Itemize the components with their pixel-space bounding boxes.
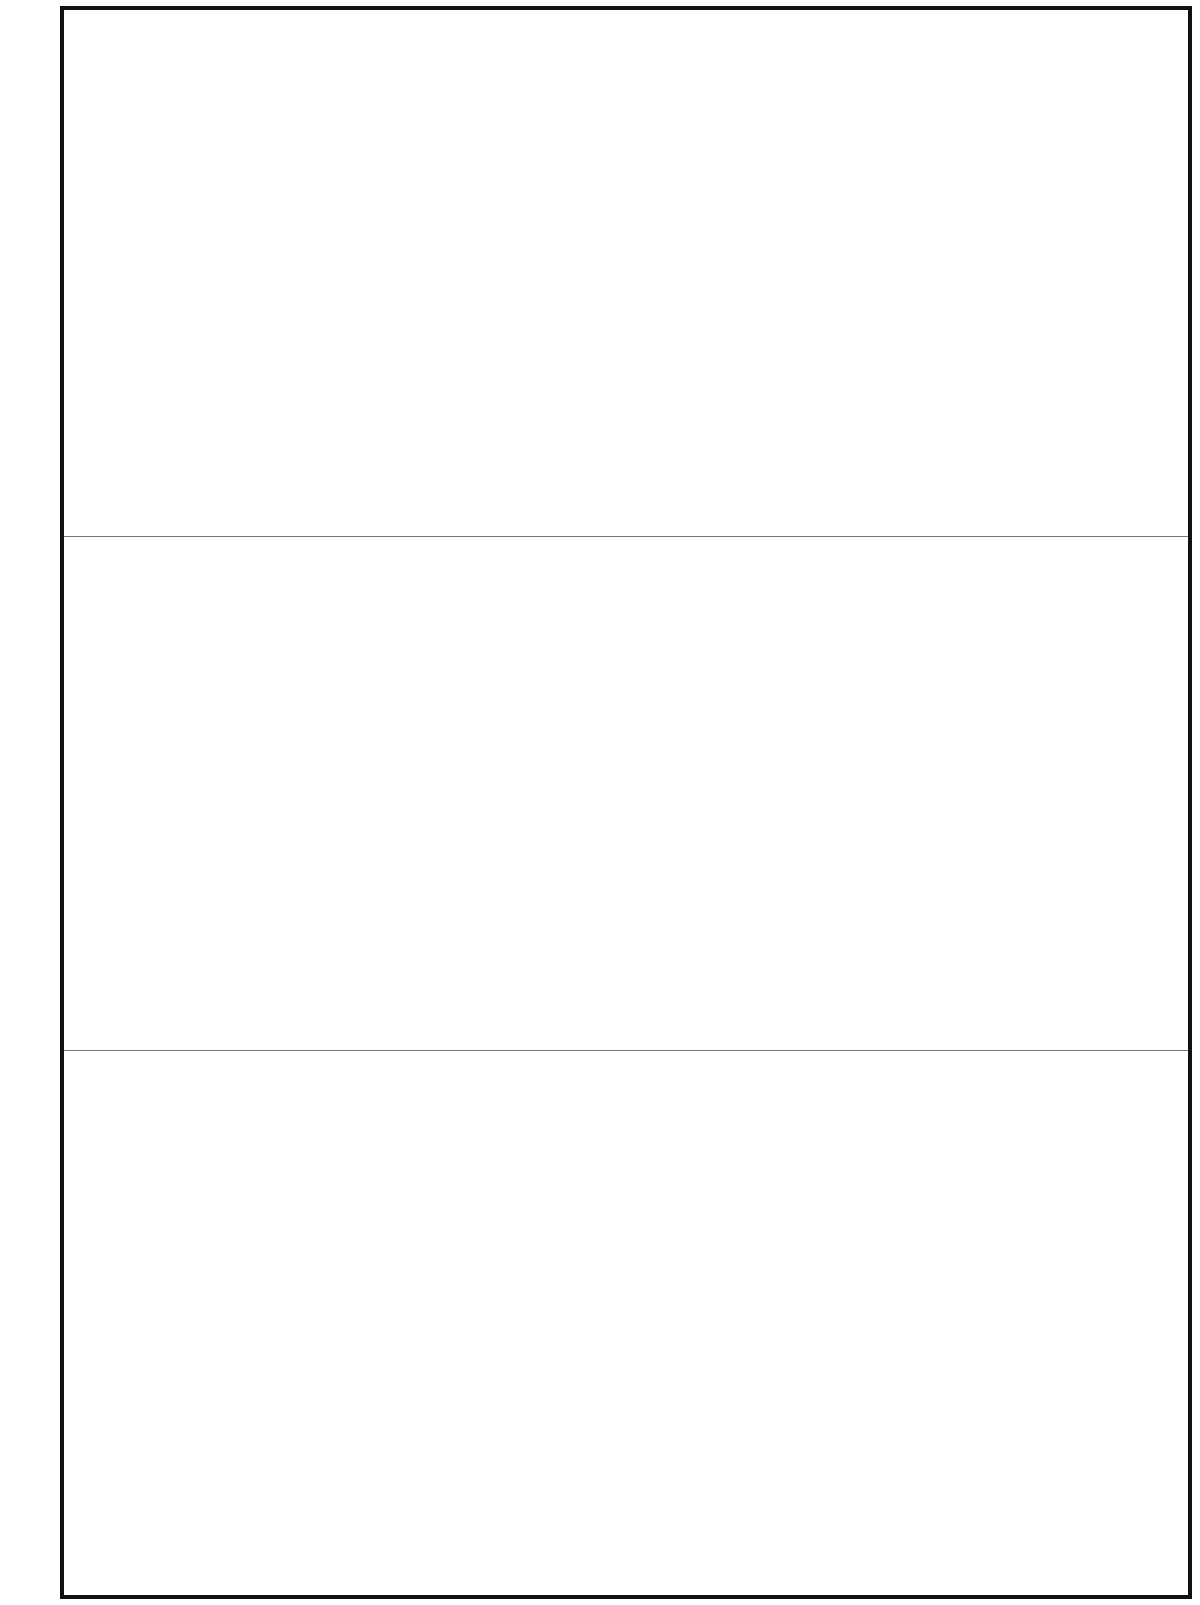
divider-top bbox=[64, 536, 1188, 537]
register-top bbox=[64, 22, 1188, 532]
register-middle bbox=[64, 540, 1188, 1045]
register-bottom bbox=[64, 1055, 1188, 1595]
divider-bottom bbox=[64, 1050, 1188, 1051]
page-frame bbox=[60, 6, 1192, 1599]
